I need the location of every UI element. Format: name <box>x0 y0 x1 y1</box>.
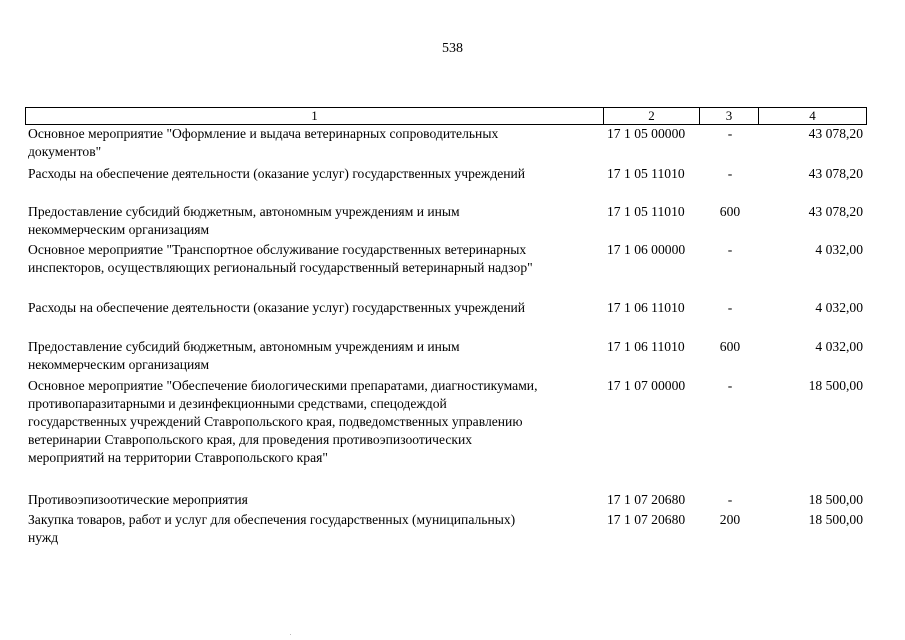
row-amount: 4 032,00 <box>815 300 863 315</box>
row-amount: 43 078,20 <box>808 166 863 181</box>
row-description: Основное мероприятие "Транспортное обслуживание государственных ветеринарных инспекторов, осуществляющих региональный государственный ветеринарный надзор" <box>28 242 533 275</box>
row-amount: 43 078,20 <box>808 204 863 219</box>
scan-speck <box>290 634 291 635</box>
row-amount: 43 078,20 <box>808 126 863 141</box>
row-code: 17 1 05 11010 <box>607 204 685 219</box>
row-description: Предоставление субсидий бюджетным, автономным учреждениям и иным некоммерческим организациям <box>28 204 460 237</box>
row-amount: 18 500,00 <box>808 492 863 507</box>
row-description: Расходы на обеспечение деятельности (оказание услуг) государственных учреждений <box>28 300 526 315</box>
row-type: - <box>727 492 733 507</box>
row-type: - <box>727 166 733 181</box>
row-amount: 18 500,00 <box>808 378 863 393</box>
row-description: Закупка товаров, работ и услуг для обеспечения государственных (муниципальных) нужд <box>28 512 516 545</box>
row-code: 17 1 07 20680 <box>607 512 686 527</box>
header-col-2: 2 <box>604 108 700 124</box>
page-number: 538 <box>442 41 463 56</box>
row-code: 17 1 06 11010 <box>607 300 685 315</box>
row-code: 17 1 07 20680 <box>607 492 686 507</box>
header-col-1: 1 <box>26 108 604 124</box>
row-type: - <box>727 242 733 257</box>
table-header <box>25 107 867 125</box>
row-description: Основное мероприятие "Оформление и выдача ветеринарных сопроводительных документов" <box>28 126 499 159</box>
header-col-3: 3 <box>700 108 759 124</box>
row-code: 17 1 06 11010 <box>607 339 685 354</box>
row-code: 17 1 06 00000 <box>607 242 686 257</box>
row-type: - <box>727 126 733 141</box>
row-type: - <box>727 378 733 393</box>
row-type: 600 <box>719 339 741 354</box>
row-type: 200 <box>719 512 741 527</box>
row-code: 17 1 07 00000 <box>607 378 686 393</box>
row-description: Основное мероприятие "Обеспечение биологическими препаратами, диагностикумами, противопаразитарными и дезинфекционными средствами, спецодеждой государственных учреждений Ставропольского края, подведомственных управлению ветеринарии Ставропольского края, для проведения противоэпизоотических мероприятий на территории Ставропольского края" <box>28 378 538 465</box>
row-amount: 4 032,00 <box>815 339 863 354</box>
row-amount: 18 500,00 <box>808 512 863 527</box>
row-amount: 4 032,00 <box>815 242 863 257</box>
row-code: 17 1 05 11010 <box>607 166 685 181</box>
row-description: Предоставление субсидий бюджетным, автономным учреждениям и иным некоммерческим организациям <box>28 339 460 372</box>
header-col-4: 4 <box>809 108 816 123</box>
row-type: 600 <box>719 204 741 219</box>
row-description: Противоэпизоотические мероприятия <box>28 492 248 507</box>
row-code: 17 1 05 00000 <box>607 126 686 141</box>
row-description: Расходы на обеспечение деятельности (оказание услуг) государственных учреждений <box>28 166 526 181</box>
row-type: - <box>727 300 733 315</box>
